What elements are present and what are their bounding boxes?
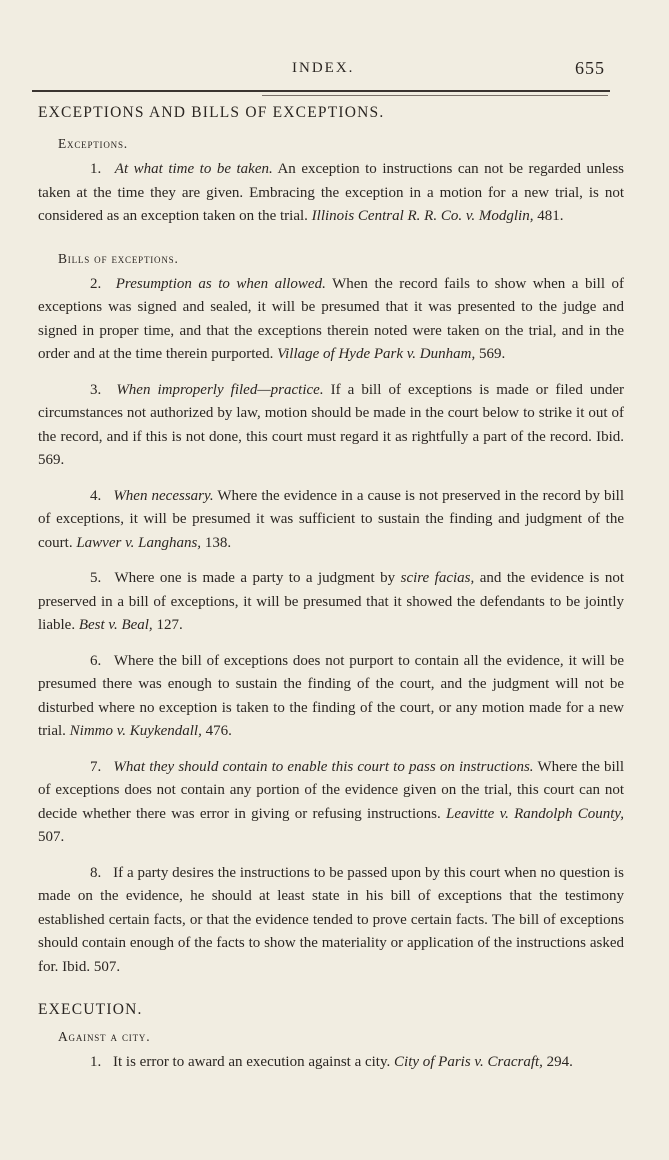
entry-text: and the evidence is not preserved in a bill of exceptions, it will be presumed that it showed the defendants to be jointly liable. (38, 570, 625, 633)
entry-number: 1. (90, 1054, 102, 1070)
index-entry-8 (38, 862, 624, 980)
entry-text: When the record fails to show when a bill of exceptions was signed and sealed, it will be presumed that it was presented to the judge and signed in proper time, and that the exceptions therein noted were taken on the trial, and in the order and at the time therein purported. (38, 275, 624, 362)
case-page: 476. (205, 723, 232, 739)
entry-number: 5. (90, 570, 102, 586)
subheading-exceptions: Exceptions. (58, 136, 128, 151)
case-page: 127. (156, 617, 183, 633)
case-page: 569. (478, 346, 506, 362)
header-rule (32, 90, 610, 92)
section-title-execution: EXECUTION. (38, 1001, 143, 1018)
entry-italic-term: scire facias, (400, 570, 475, 586)
subheading-bills-of-exceptions: Bills of exceptions. (58, 250, 179, 266)
running-head (0, 58, 669, 80)
case-page: 481. (537, 208, 564, 224)
case-page: 294. (546, 1054, 573, 1070)
index-entry-6 (38, 650, 624, 744)
case-page: 138. (204, 534, 232, 551)
entry-topic: When necessary. (113, 487, 214, 504)
index-entry-5 (38, 567, 624, 638)
case-citation: Lawver v. Langhans, (76, 534, 202, 551)
section-title-exceptions: EXCEPTIONS AND BILLS OF EXCEPTIONS. (38, 104, 385, 121)
running-title: INDEX. (292, 60, 355, 76)
entry-topic: Presumption as to when allowed. (115, 275, 326, 292)
subheading-against-a-city: Against a city. (58, 1029, 151, 1044)
index-content (38, 104, 624, 1087)
entry-number: 6. (90, 652, 102, 669)
entry-topic: What they should contain to enable this court to pass on instructions. (113, 758, 534, 775)
entry-number: 8. (90, 864, 102, 881)
index-entry-1 (38, 158, 624, 229)
entry-text: If a party desires the instructions to be passed upon by this court when no question is made on the evidence, he should at least state in his bill of exceptions that the testimony established certain facts, or that the evidence tended to prove certain facts. The bill of exceptions should contain enough of the facts to show the materiality or application of the instructions asked for. (38, 864, 625, 975)
entry-text: Where one is made a party to a judgment by (114, 570, 396, 586)
index-entry-7 (38, 756, 624, 850)
case-citation: Best v. Beal, (78, 617, 153, 633)
entry-text: Where the bill of exceptions does not contain any portion of the evidence given on the trial, this court can not decide whether there was error in giving or refusing instructions. (38, 758, 625, 822)
entry-number: 2. (90, 275, 102, 292)
entry-number: 7. (90, 758, 102, 775)
entry-text: It is error to award an execution against a city. (113, 1054, 391, 1070)
index-entry-4 (38, 485, 624, 556)
entry-number: 1. (90, 161, 102, 177)
case-citation: Leavitte v. Randolph County, (446, 805, 624, 822)
entry-number: 3. (90, 381, 102, 398)
case-citation: City of Paris v. Cracraft, (394, 1054, 543, 1070)
index-entry-2 (38, 273, 624, 367)
case-citation: Village of Hyde Park v. Dunham, (277, 346, 476, 362)
entry-text: Where the evidence in a cause is not preserved in the record by bill of exceptions, it will be presumed it was sufficient to sustain the finding and judgment of the court. (38, 487, 625, 551)
case-citation: Nimmo v. Kuykendall, (69, 723, 202, 739)
entry-text: Where the bill of exceptions does not purport to contain all the evidence, it will be presumed there was enough to sustain the finding of the court, and the judgment will not be disturbed where no exception is taken to the finding of the court, or any motion made for a new trial. (38, 652, 624, 739)
page-number: 655 (575, 58, 605, 78)
case-reference: Ibid. 507. (62, 958, 121, 975)
entry-number: 4. (90, 487, 102, 504)
case-reference: Ibid. 569. (38, 428, 624, 468)
header-rule-thin (262, 95, 608, 96)
index-entry-3 (38, 379, 624, 473)
case-citation: Illinois Central R. R. Co. v. Modglin, (311, 208, 534, 224)
entry-text: An exception to instructions can not be regarded unless taken at the time they are given. Embracing the exception in a motion for a new trial, is not considered as an exception taken on the trial. (38, 161, 625, 224)
case-page: 507. (38, 829, 65, 845)
entry-topic: When improperly filed—practice. (116, 381, 324, 398)
entry-topic: At what time to be taken. (114, 161, 273, 177)
index-entry-execution-1 (38, 1051, 624, 1075)
entry-text: If a bill of exceptions is made or filed under circumstances not authorized by law, motion should be made in the court below to strike it out of the record, and if this is not done, this court must regard it as rightfully a part of the record. (38, 381, 625, 445)
